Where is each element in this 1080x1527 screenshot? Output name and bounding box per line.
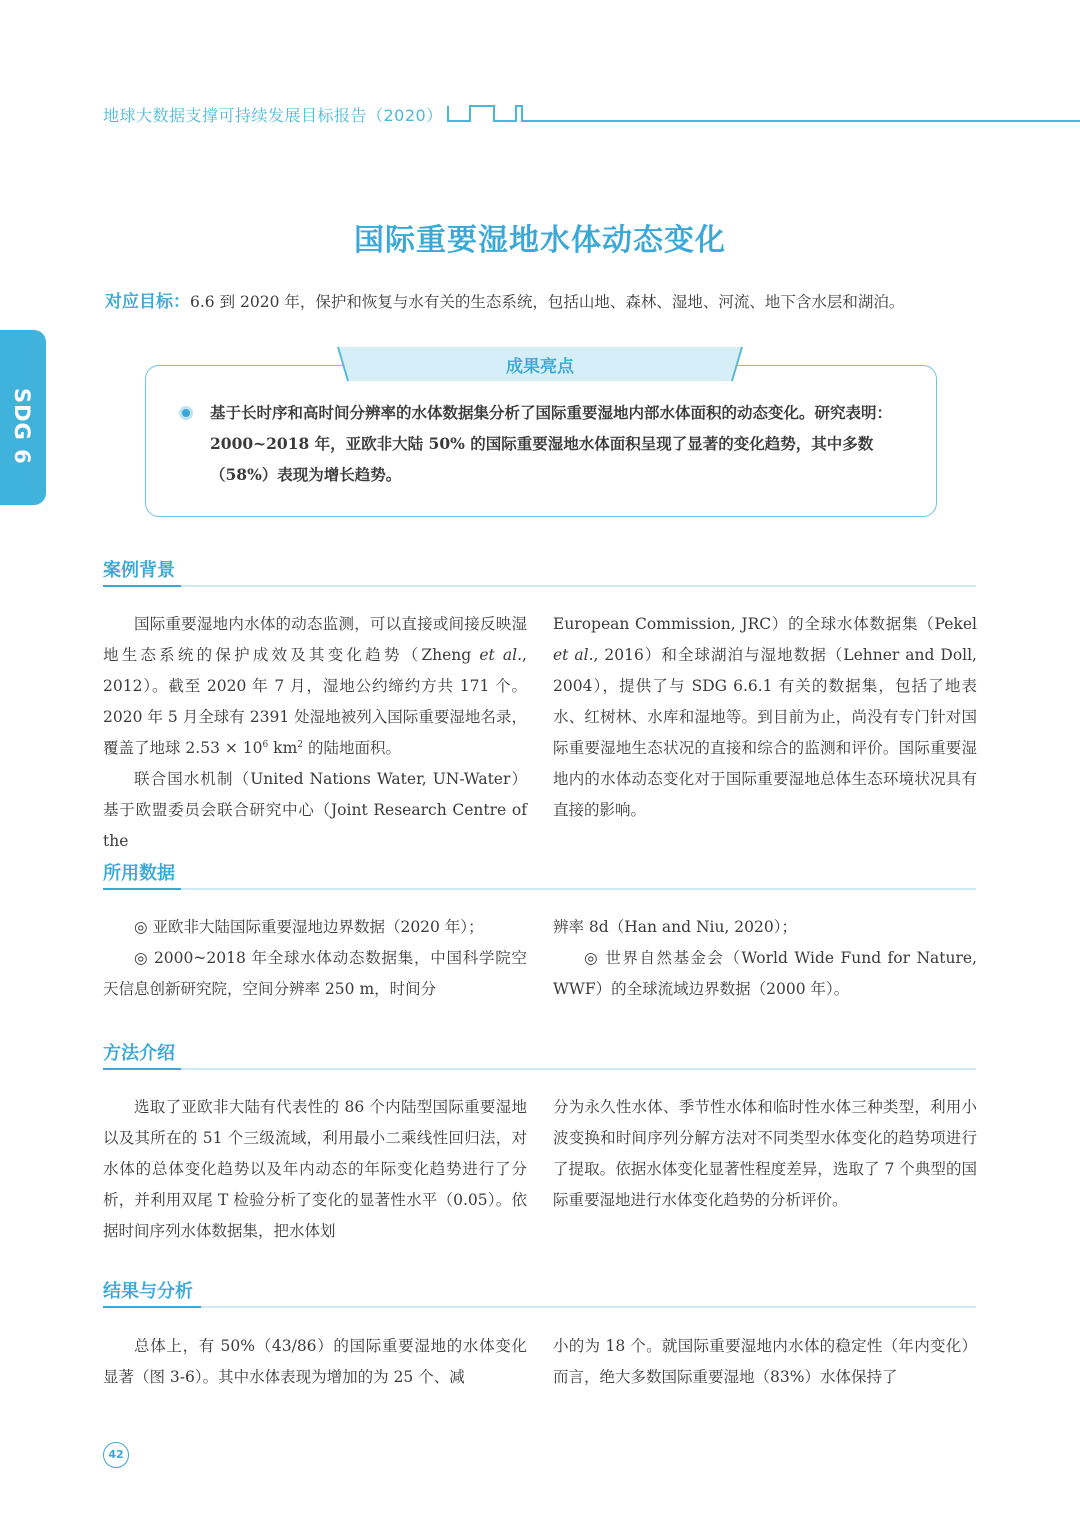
highlights-label: 成果亮点	[506, 357, 574, 377]
list-item: 辨率 8d（Han and Niu, 2020）；	[553, 918, 798, 936]
running-header: 地球大数据支撑可持续发展目标报告（2020）	[103, 106, 443, 125]
section-heading-data: 所用数据	[103, 863, 175, 884]
list-item: ◎ 亚欧非大陆国际重要湿地边界数据（2020 年）；	[134, 918, 484, 936]
list-item: ◎ 世界自然基金会（World Wide Fund for Nature, WWF）的全球流域边界数据（2000 年）。	[553, 949, 977, 998]
data-right-column	[553, 912, 977, 1005]
side-tab	[0, 330, 46, 505]
paragraph: 选取了亚欧非大陆有代表性的 86 个内陆型国际重要湿地以及其所在的 51 个三级流域，利用最小二乘线性回归法，对水体的总体变化趋势以及年内动态的年际变化趋势进行了分析，并利用双尾 T 检验分析了变化的显著性水平（0.05）。依据时间序列水体数据集，把水体划	[103, 1098, 527, 1240]
section-rule	[103, 1306, 976, 1308]
section-heading-background: 案例背景	[103, 560, 175, 581]
section-rule	[103, 1068, 976, 1070]
target-label: 对应目标：	[105, 292, 190, 312]
section-rule	[103, 888, 976, 890]
method-right-column	[553, 1092, 977, 1216]
highlights-text: 基于长时序和高时间分辨率的水体数据集分析了国际重要湿地内部水体面积的动态变化。研究表明：2000~2018 年，亚欧非大陆 50% 的国际重要湿地水体面积呈现了显著的变化趋势，其中多数（58%）表现为增长趋势。	[210, 403, 893, 484]
paragraph: 国际重要湿地内水体的动态监测，可以直接或间接反映湿地生态系统的保护成效及其变化趋势（Zheng et al., 2012）。截至 2020 年 7 月，湿地公约缔约方共 171 个。2020 年 5 月全球有 2391 处湿地被列入国际重要湿地名录，覆盖了地球 $2.53 \times 10^6$ $km^2$ 的陆地面积。	[103, 615, 527, 757]
method-left-column	[103, 1092, 527, 1247]
paragraph: 总体上，有 50%（43/86）的国际重要湿地的水体变化显著（图 3-6）。其中水体表现为增加的为 25 个、减	[103, 1337, 527, 1386]
data-left-column	[103, 912, 527, 1005]
page-number: 42	[103, 1442, 129, 1468]
bullet-icon	[178, 405, 194, 421]
target-line	[105, 287, 904, 312]
section-heading-method: 方法介绍	[103, 1043, 175, 1064]
paragraph: 分为永久性水体、季节性水体和临时性水体三种类型，利用小波变换和时间序列分解方法对不同类型水体变化的趋势项进行了提取。依据水体变化显著性程度差异，选取了 7 个典型的国际重要湿地进行水体变化趋势的分析评价。	[553, 1098, 977, 1209]
page-title: 国际重要湿地水体动态变化	[354, 223, 726, 258]
paragraph: European Commission, JRC）的全球水体数据集（Pekel et al., 2016）和全球湖泊与湿地数据（Lehner and Doll, 2004），提供了与 SDG 6.6.1 有关的数据集，包括了地表水、红树林、水库和湿地等。到目前为止，尚没有专门针对国际重要湿地生态状况的直接和综合的监测和评价。国际重要湿地内的水体动态变化对于国际重要湿地总体生态环境状况具有直接的影响。	[553, 615, 977, 819]
list-item: ◎ 2000~2018 年全球水体动态数据集，中国科学院空天信息创新研究院，空间分辨率 250 m，时间分	[103, 949, 527, 998]
side-tab-label: SDG 6	[10, 388, 34, 465]
results-left-column	[103, 1331, 527, 1393]
section-heading-results: 结果与分析	[103, 1281, 193, 1302]
section-rule	[103, 585, 976, 587]
target-text: 6.6 到 2020 年，保护和恢复与水有关的生态系统，包括山地、森林、湿地、河流、地下含水层和湖泊。	[190, 293, 905, 311]
background-right-column	[553, 609, 977, 826]
results-right-column	[553, 1331, 977, 1393]
paragraph: 小的为 18 个。就国际重要湿地内水体的稳定性（年内变化）而言，绝大多数国际重要湿地（83%）水体保持了	[553, 1337, 977, 1386]
paragraph: 联合国水机制（United Nations Water, UN-Water）基于欧盟委员会联合研究中心（Joint Research Centre of the	[103, 770, 527, 850]
header-decoration	[442, 102, 1080, 126]
background-left-column	[103, 609, 527, 857]
